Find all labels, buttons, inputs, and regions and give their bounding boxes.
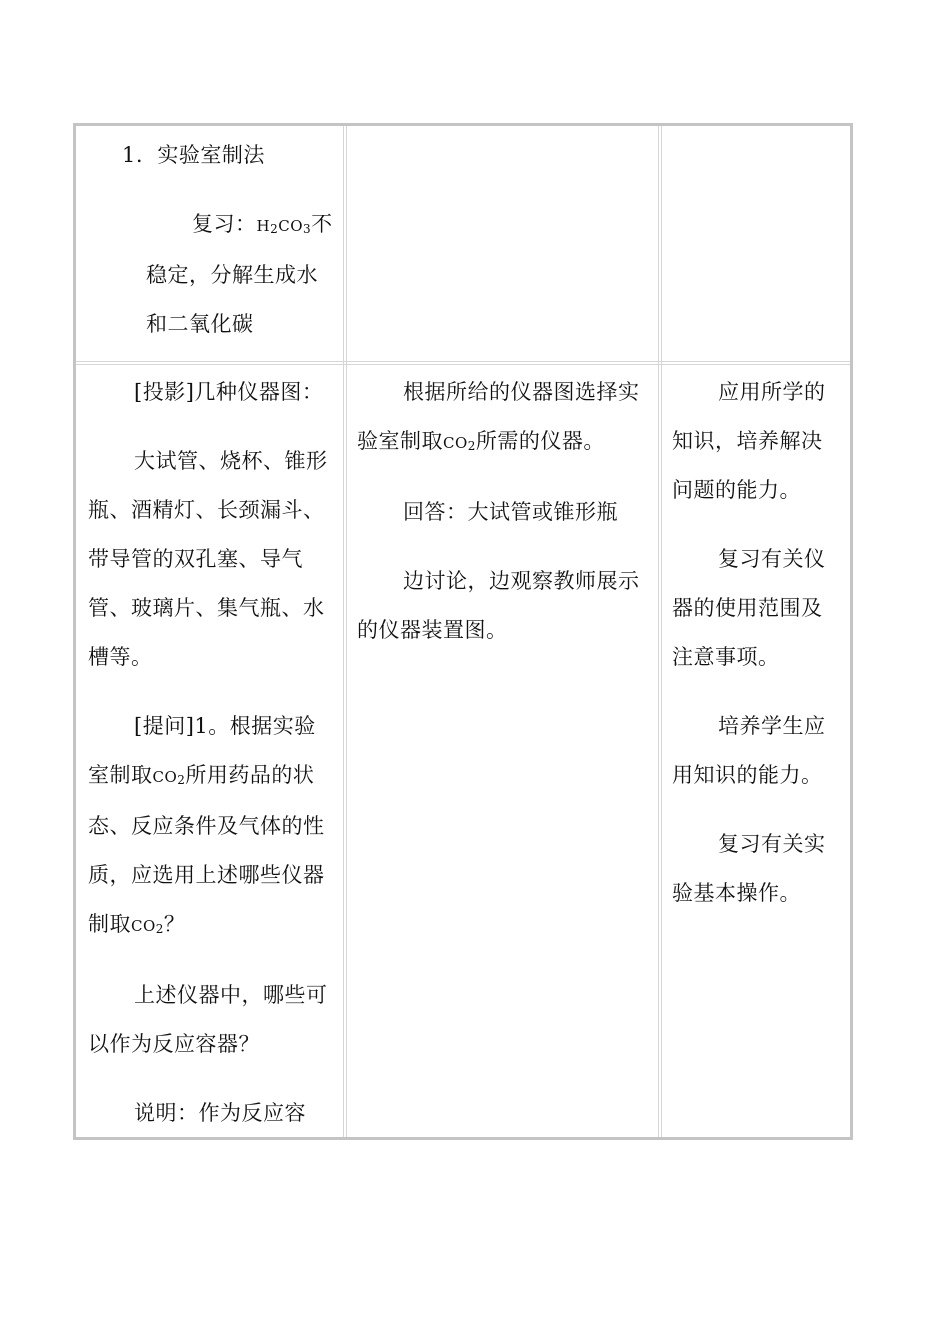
review-text: 和二氧化碳 — [146, 312, 254, 336]
review-text: 稳定，分解生成水 — [146, 263, 318, 287]
formula-part: H — [256, 217, 271, 235]
formula-subscript: 2 — [467, 439, 476, 453]
formula-subscript: 2 — [270, 222, 279, 236]
review-text: 不 — [311, 212, 333, 236]
section-number: 1. — [122, 143, 144, 167]
teacher-activity-cell — [76, 365, 343, 1137]
explanation-paragraph: 说明：作为反应容 — [134, 1101, 306, 1125]
section-heading — [88, 131, 333, 180]
table-row — [76, 126, 850, 362]
design-intent-cell — [662, 365, 850, 1137]
projection-heading: [投影]几种仪器图： — [134, 380, 324, 404]
formula-subscript: 2 — [177, 773, 186, 787]
formula-subscript: 2 — [155, 922, 164, 936]
question-text: 所用药品的状态、反应条件及气体的性质，应选用上述哪些仪器制取 — [88, 763, 325, 936]
table-row — [76, 365, 850, 1137]
question-paragraph — [88, 702, 333, 951]
student-discussion: 边讨论，边观察教师展示的仪器装置图。 — [357, 569, 640, 642]
intent-paragraph: 培养学生应用知识的能力。 — [672, 714, 826, 787]
student-answer: 回答：大试管或锥形瓶 — [403, 500, 618, 524]
design-intent-cell — [662, 126, 850, 362]
formula-part: CO — [443, 434, 468, 452]
formula-part: CO — [152, 768, 178, 786]
instrument-list: 大试管、烧杯、锥形瓶、酒精灯、长颈漏斗、带导管的双孔塞、导气管、玻璃片、集气瓶、水槽等。 — [88, 449, 328, 669]
question-text: [提问]1。根据实验室制取 — [88, 714, 316, 787]
review-label: 复习： — [192, 212, 257, 236]
formula-part: CO — [278, 217, 304, 235]
formula-subscript: 3 — [303, 222, 312, 236]
lesson-table — [73, 123, 853, 1140]
intent-paragraph: 应用所学的知识，培养解决问题的能力。 — [672, 380, 826, 502]
section-title: 实验室制法 — [157, 143, 265, 167]
student-activity-cell — [347, 365, 658, 1137]
teacher-activity-cell — [76, 126, 343, 362]
formula-part: CO — [131, 917, 156, 935]
student-text: 根据所给的仪器图选择实验室制取 — [357, 380, 640, 453]
review-note — [88, 200, 333, 349]
intent-paragraph: 复习有关实验基本操作。 — [672, 832, 826, 905]
question-text: ？ — [163, 912, 186, 936]
student-task — [357, 368, 648, 468]
question-paragraph: 上述仪器中，哪些可以作为反应容器？ — [88, 983, 328, 1056]
intent-paragraph: 复习有关仪器的使用范围及注意事项。 — [672, 547, 826, 669]
student-text: 所需的仪器。 — [475, 429, 605, 453]
student-activity-cell — [347, 126, 658, 362]
